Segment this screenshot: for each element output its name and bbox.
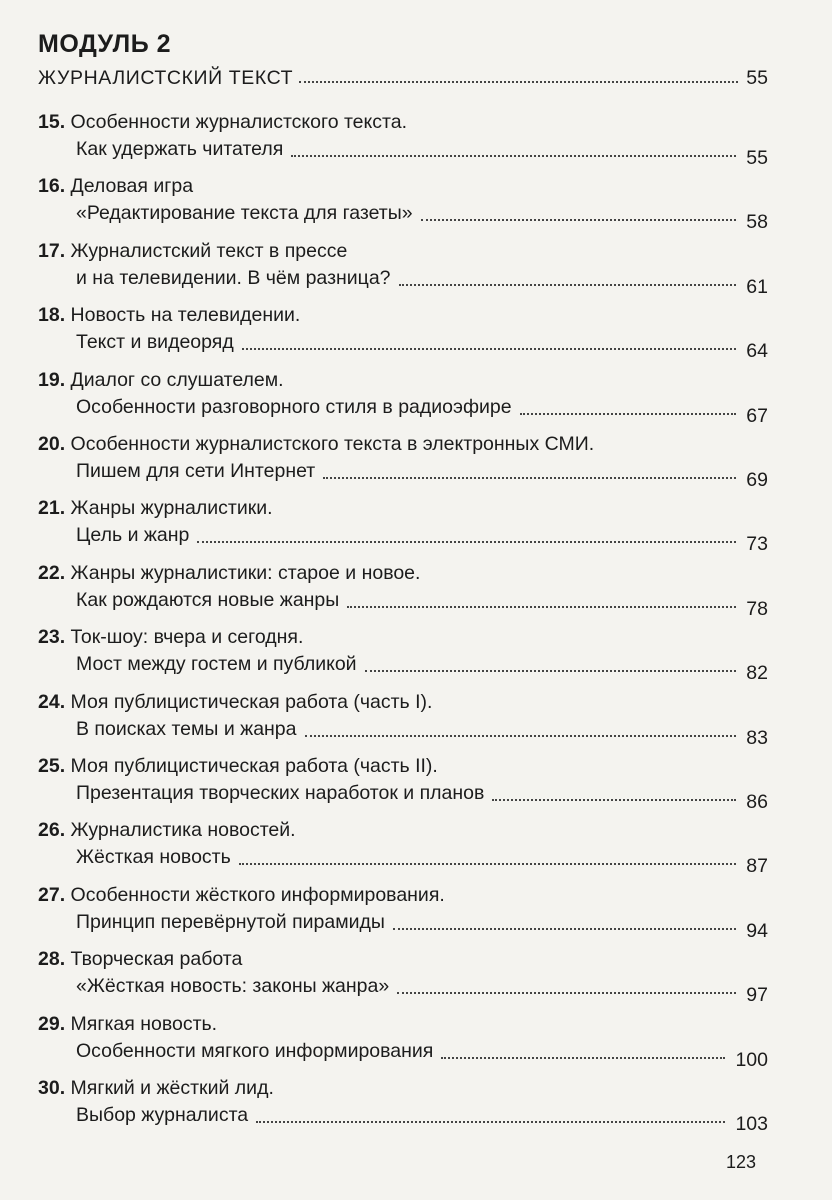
- entry-title: Журналистика новостей.: [70, 819, 296, 841]
- entry-page-number: 67: [746, 405, 768, 427]
- entry-subtitle-line: [76, 588, 768, 628]
- entry-title: Жанры журналистики: старое и новое.: [70, 562, 421, 584]
- dot-leader: [520, 413, 737, 415]
- section-page-number: 55: [746, 67, 768, 89]
- entry-title-line: [38, 561, 420, 585]
- entry-page-number: 86: [746, 791, 768, 813]
- entry-title-line: [38, 174, 193, 198]
- entry-page-number: 97: [746, 984, 768, 1006]
- toc-entry: [38, 690, 768, 750]
- entry-title-line: [38, 883, 445, 907]
- entry-number: 25.: [38, 755, 66, 777]
- entry-number: 30.: [38, 1077, 66, 1099]
- entry-subtitle: Пишем для сети Интернет: [76, 460, 316, 482]
- entry-subtitle: Мост между гостем и публикой: [76, 653, 357, 675]
- entry-number: 27.: [38, 884, 66, 906]
- toc-entry: [38, 368, 768, 428]
- entry-subtitle: Как удержать читателя: [76, 138, 284, 160]
- entry-page-number: 73: [746, 533, 768, 555]
- entry-number: 19.: [38, 369, 66, 391]
- entry-page-number: 103: [735, 1113, 768, 1135]
- entry-title-line: [38, 496, 273, 520]
- entry-page-number: 58: [746, 211, 768, 233]
- entry-title: Особенности жёсткого информирования.: [70, 884, 445, 906]
- entry-title: Моя публицистическая работа (часть II).: [70, 755, 438, 777]
- entry-title: Жанры журналистики.: [70, 497, 273, 519]
- entry-title: Ток-шоу: вчера и сегодня.: [70, 626, 304, 648]
- entry-subtitle-line: [76, 845, 768, 885]
- entry-page-number: 82: [746, 662, 768, 684]
- dot-leader: [365, 670, 737, 672]
- toc-entry: [38, 947, 768, 1007]
- entry-subtitle-line: [76, 459, 768, 499]
- entry-subtitle-line: [76, 910, 768, 950]
- section-heading: [38, 66, 768, 90]
- entry-title: Диалог со слушателем.: [70, 369, 284, 391]
- entry-subtitle-line: [76, 717, 768, 757]
- entry-title-line: [38, 947, 242, 971]
- entry-title: Особенности журналистского текста.: [70, 111, 407, 133]
- entry-title: Журналистский текст в прессе: [70, 240, 348, 262]
- dot-leader: [397, 992, 736, 994]
- entry-subtitle: «Редактирование текста для газеты»: [76, 202, 413, 224]
- entry-title: Особенности журналистского текста в электронных СМИ.: [70, 433, 595, 455]
- entry-subtitle: Принцип перевёрнутой пирамиды: [76, 911, 385, 933]
- entry-title-line: [38, 625, 303, 649]
- dot-leader: [291, 155, 736, 157]
- entry-subtitle: «Жёсткая новость: законы жанра»: [76, 975, 390, 997]
- entry-page-number: 83: [746, 727, 768, 749]
- entry-number: 23.: [38, 626, 66, 648]
- entry-page-number: 55: [746, 147, 768, 169]
- entry-title-line: [38, 368, 284, 392]
- dot-leader: [441, 1057, 725, 1059]
- toc-entry: [38, 496, 768, 556]
- dot-leader: [323, 477, 736, 479]
- entry-subtitle: Как рождаются новые жанры: [76, 589, 340, 611]
- toc-entry: [38, 110, 768, 170]
- entry-title-line: [38, 303, 300, 327]
- entry-title: Мягкий и жёсткий лид.: [70, 1077, 274, 1099]
- dot-leader: [399, 284, 737, 286]
- entry-number: 26.: [38, 819, 66, 841]
- entry-subtitle-line: [76, 330, 768, 370]
- entry-subtitle: Выбор журналиста: [76, 1104, 249, 1126]
- entry-number: 15.: [38, 111, 66, 133]
- entry-number: 18.: [38, 304, 66, 326]
- entry-title: Творческая работа: [70, 948, 243, 970]
- toc-entry: [38, 883, 768, 943]
- entry-subtitle: Текст и видеоряд: [76, 331, 234, 353]
- entry-number: 20.: [38, 433, 66, 455]
- entry-subtitle: Особенности разговорного стиля в радиоэфире: [76, 396, 512, 418]
- entry-title: Новость на телевидении.: [70, 304, 301, 326]
- toc-entry: [38, 1012, 768, 1072]
- entry-page-number: 61: [746, 276, 768, 298]
- entry-subtitle: Презентация творческих наработок и планов: [76, 782, 485, 804]
- entry-title-line: [38, 239, 347, 263]
- dot-leader: [393, 928, 736, 930]
- dot-leader: [421, 219, 737, 221]
- entry-subtitle-line: [76, 652, 768, 692]
- dot-leader: [242, 348, 737, 350]
- entry-subtitle-line: [76, 1039, 768, 1079]
- dot-leader: [492, 799, 736, 801]
- entry-subtitle: Цель и жанр: [76, 524, 190, 546]
- entry-subtitle-line: [76, 266, 768, 306]
- entry-page-number: 78: [746, 598, 768, 620]
- dot-leader: [197, 541, 736, 543]
- toc-entry: [38, 432, 768, 492]
- toc-entry: [38, 625, 768, 685]
- toc-entry: [38, 818, 768, 878]
- entry-subtitle: Жёсткая новость: [76, 846, 231, 868]
- entry-title-line: [38, 432, 594, 456]
- section-title: ЖУРНАЛИСТСКИЙ ТЕКСТ: [38, 67, 294, 89]
- entry-title: Деловая игра: [70, 175, 194, 197]
- entry-page-number: 100: [735, 1049, 768, 1071]
- entry-subtitle: В поисках темы и жанра: [76, 718, 297, 740]
- entry-number: 21.: [38, 497, 66, 519]
- entry-title-line: [38, 818, 296, 842]
- toc-entry: [38, 561, 768, 621]
- dot-leader: [239, 863, 737, 865]
- entry-subtitle-line: [76, 523, 768, 563]
- entry-page-number: 87: [746, 855, 768, 877]
- dot-leader: [256, 1121, 725, 1123]
- dot-leader: [305, 735, 737, 737]
- entry-subtitle-line: [76, 137, 768, 177]
- toc-entry: [38, 754, 768, 814]
- module-title: МОДУЛЬ 2: [38, 30, 172, 58]
- entry-subtitle-line: [76, 201, 768, 241]
- entry-title-line: [38, 110, 407, 134]
- entry-number: 22.: [38, 562, 66, 584]
- toc-entry: [38, 239, 768, 299]
- entry-number: 16.: [38, 175, 66, 197]
- entry-subtitle-line: [76, 395, 768, 435]
- dot-leader: [299, 81, 738, 83]
- toc-entry: [38, 1076, 768, 1136]
- toc-entry: [38, 174, 768, 234]
- footer-page-number: 123: [726, 1152, 757, 1172]
- entry-number: 24.: [38, 691, 66, 713]
- entry-title-line: [38, 1076, 274, 1100]
- entry-page-number: 69: [746, 469, 768, 491]
- entry-subtitle-line: [76, 974, 768, 1014]
- entry-number: 17.: [38, 240, 66, 262]
- toc-entry: [38, 303, 768, 363]
- entry-page-number: 64: [746, 340, 768, 362]
- entry-number: 29.: [38, 1013, 66, 1035]
- entry-title-line: [38, 690, 432, 714]
- entry-number: 28.: [38, 948, 66, 970]
- entry-page-number: 94: [746, 920, 768, 942]
- dot-leader: [347, 606, 736, 608]
- entry-title: Моя публицистическая работа (часть I).: [70, 691, 433, 713]
- entry-subtitle: и на телевидении. В чём разница?: [76, 267, 391, 289]
- entry-subtitle-line: [76, 781, 768, 821]
- entry-title-line: [38, 1012, 217, 1036]
- entry-title: Мягкая новость.: [70, 1013, 218, 1035]
- entry-subtitle-line: [76, 1103, 768, 1143]
- entry-subtitle: Особенности мягкого информирования: [76, 1040, 434, 1062]
- entry-title-line: [38, 754, 438, 778]
